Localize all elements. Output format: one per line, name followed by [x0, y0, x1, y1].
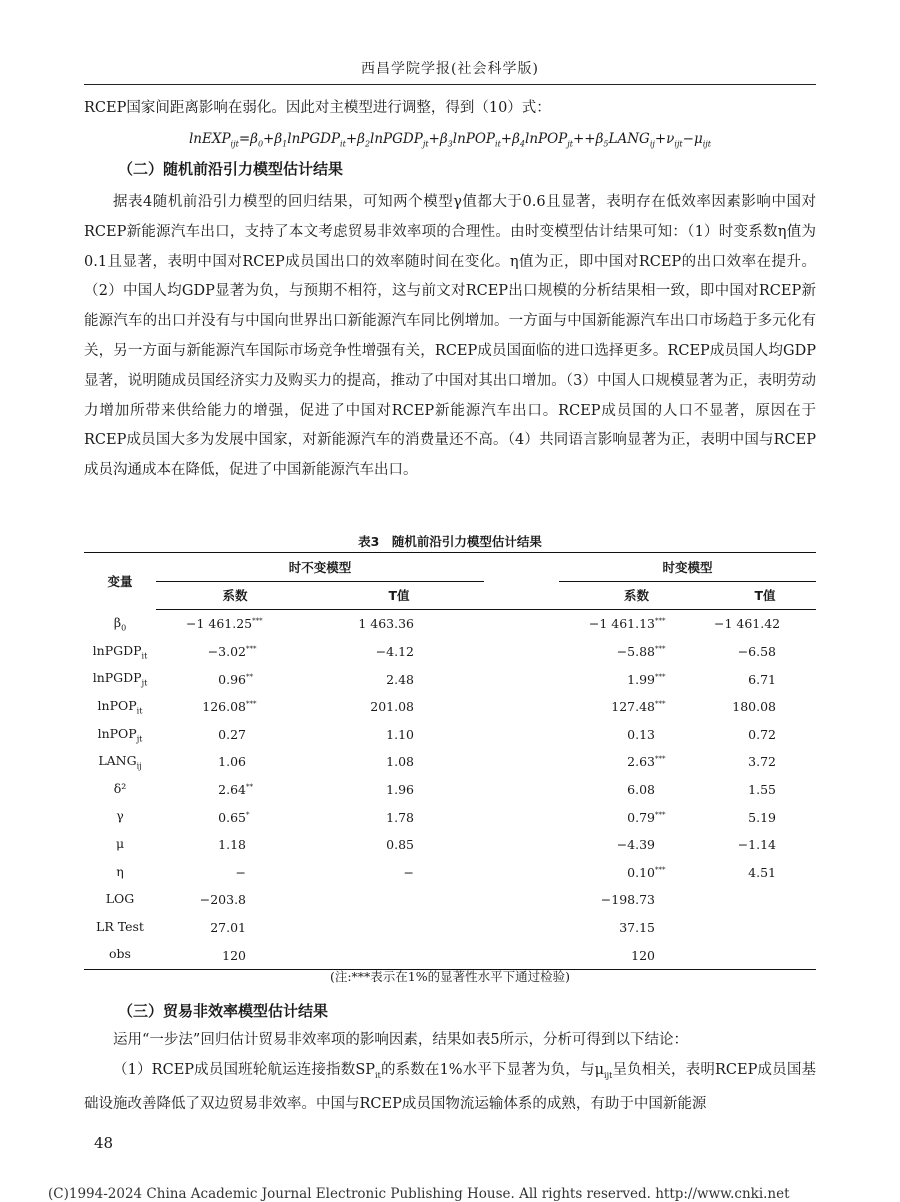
- t-time-varying: 180.08: [732, 699, 776, 715]
- section-3-p2: （1）RCEP成员国班轮航运连接指数$SP_{it}$的系数在1%水平下显著为负，与$\mu_{ijt}$呈负相关，表明RCEP成员国基础设施改善降低了双边贸易非效率。中国与RCEP成员国物流运输体系的成熟，有助于中国新能源: [84, 1061, 816, 1113]
- coef-time-invariant: 0.65*: [218, 809, 250, 825]
- coef-time-varying: −4.39: [616, 837, 655, 853]
- coef-time-varying: 127.48***: [611, 699, 666, 715]
- formula-10: [0, 131, 900, 149]
- row-variable: lnPOP$_{jt}$: [97, 725, 143, 744]
- t-time-varying: −1 461.42: [714, 616, 781, 632]
- coef-time-varying: 0.13: [627, 726, 655, 742]
- table-row: [84, 831, 816, 859]
- row-variable: LR Test: [96, 918, 144, 934]
- coef-time-invariant: −: [235, 864, 246, 880]
- t-time-invariant: −: [403, 864, 414, 880]
- coef-time-varying: 0.79***: [627, 809, 666, 825]
- section-3-heading: （三）贸易非效率模型估计结果: [118, 1002, 329, 1020]
- table-row: [84, 886, 816, 914]
- table-row: [84, 721, 816, 749]
- t-time-invariant: [314, 941, 484, 969]
- t-time-invariant: [314, 886, 484, 914]
- table-body: [84, 610, 816, 970]
- table-row: [84, 610, 816, 638]
- t-time-varying: 1.55: [748, 782, 776, 798]
- row-variable: obs: [84, 941, 156, 969]
- t-time-varying: 4.51: [748, 864, 776, 880]
- t-time-varying: −6.58: [737, 644, 776, 660]
- t-time-varying: 5.19: [748, 809, 776, 825]
- coef-time-varying: −1 461.13***: [588, 616, 666, 632]
- coef-time-invariant: 27.01: [210, 920, 246, 936]
- coef-time-varying: 120: [559, 941, 714, 969]
- col-t-1: T值: [314, 581, 484, 610]
- row-variable: δ²: [113, 780, 127, 796]
- row-variable: γ: [116, 808, 124, 824]
- page-number: 48: [94, 1134, 114, 1152]
- coef-time-varying: 2.63***: [627, 754, 666, 770]
- col-t-2: T值: [714, 581, 816, 610]
- coef-time-invariant: 126.08***: [202, 699, 257, 715]
- coef-time-invariant: 120: [156, 941, 314, 969]
- section-2-text: 据表4随机前沿引力模型的回归结果，可知两个模型γ值都大于0.6且显著，表明存在低效率因素影响中国对RCEP新能源汽车出口，支持了本文考虑贸易非效率项的合理性。由时变模型估计结果可知：（1）时变系数η值为0.1且显著，表明中国对RCEP成员国出口的效率随时间在变化。η值为正，即中国对RCEP的出口效率在提升。（2）中国人均GDP显著为负，与预期不相符，这与前文对RCEP出口规模的分析结果相一致，即中国对RCEP新能源汽车的出口并没有与中国向世界出口新能源汽车同比例增加。一方面与中国新能源汽车出口市场趋于多元化有关，另一方面与新能源汽车国际市场竞争性增强有关，RCEP成员国面临的进口选择更多。RCEP成员国人均GDP显著，说明随成员国经济实力及购买力的提高，推动了中国对其出口增加。（3）中国人口规模显著为正，表明劳动力增加所带来供给能力的增强，促进了中国对RCEP新能源汽车出口。RCEP成员国的人口不显著，原因在于RCEP成员国大多为发展中国家，对新能源汽车的消费量还不高。（4）共同语言影响显著为正，表明中国与RCEP成员沟通成本在降低，促进了中国新能源汽车出口。: [84, 194, 816, 479]
- row-variable: lnPGDP$_{jt}$: [92, 670, 148, 688]
- t-time-invariant: [314, 914, 484, 942]
- table-row: [84, 693, 816, 721]
- row-variable: LOG: [105, 891, 135, 907]
- t-time-invariant: 1.08: [386, 754, 414, 770]
- col-coef-2: 系数: [559, 581, 714, 610]
- section-2-body: [84, 188, 816, 486]
- t-time-invariant: −4.12: [375, 644, 414, 660]
- header-rule: [84, 84, 816, 85]
- journal-header: 西昌学院学报(社会科学版): [361, 61, 539, 77]
- section-2-heading: （二）随机前沿引力模型估计结果: [118, 160, 344, 178]
- coef-time-varying: −198.73: [600, 892, 655, 908]
- coef-time-varying: 6.08: [627, 782, 655, 798]
- coef-time-invariant: 1.18: [218, 837, 246, 853]
- section-3-p1: 运用“一步法”回归估计贸易非效率项的影响因素，结果如表5所示，分析可得到以下结论：: [113, 1032, 689, 1048]
- coef-time-invariant: 0.96**: [218, 671, 253, 687]
- row-variable: $LANG_{ij}$: [98, 753, 142, 771]
- table-caption: 表3 随机前沿引力模型估计结果: [358, 534, 542, 549]
- t-time-invariant: 201.08: [370, 699, 414, 715]
- row-variable: $\beta_0$: [113, 614, 127, 633]
- t-time-varying: 6.71: [748, 671, 776, 687]
- intro-text: RCEP国家间距离影响在弱化。因此对主模型进行调整，得到（10）式：: [84, 100, 551, 116]
- formula-text: $lnEXP_{ijt}=\beta_0+\beta_1lnPGDP_{it}+\beta_2lnPGDP_{jt}+\beta_3lnPOP_{it}+\beta_4lnPOP_{jt}++\beta_5LANG_{ij}+\nu_{ijt}-\mu_{ijt}$: [188, 131, 712, 149]
- coef-time-varying: 37.15: [619, 920, 655, 936]
- intro-paragraph: [84, 94, 816, 124]
- table-row: [84, 914, 816, 942]
- t-time-varying: [714, 914, 816, 942]
- table-row: [84, 941, 816, 969]
- table-row: [84, 748, 816, 776]
- coef-time-invariant: −1 461.25***: [186, 616, 263, 632]
- t-time-varying: 3.72: [748, 754, 776, 770]
- coef-time-varying: −5.88***: [616, 644, 666, 660]
- row-variable: η: [116, 863, 124, 879]
- coef-time-varying: 0.10***: [627, 864, 666, 880]
- t-time-invariant: 1 463.36: [358, 616, 414, 632]
- t-time-invariant: 1.96: [386, 782, 414, 798]
- t-time-invariant: 1.78: [386, 809, 414, 825]
- row-variable: μ: [115, 835, 125, 851]
- group-time-varying: 时变模型: [559, 553, 816, 582]
- coef-time-invariant: 1.06: [218, 754, 246, 770]
- t-time-varying: [714, 886, 816, 914]
- coef-time-varying: 1.99***: [627, 671, 666, 687]
- coef-time-invariant: 0.27: [218, 726, 246, 742]
- table-row: [84, 803, 816, 831]
- row-variable: lnPGDP$_{it}$: [92, 642, 148, 661]
- t-time-varying: [714, 941, 816, 969]
- coef-time-invariant: 2.64**: [218, 782, 253, 798]
- t-time-invariant: 1.10: [386, 726, 414, 742]
- coef-time-invariant: −3.02***: [207, 644, 257, 660]
- results-table: [84, 552, 816, 970]
- coef-time-invariant: −203.8: [199, 892, 246, 908]
- col-coef-1: 系数: [156, 581, 314, 610]
- t-time-varying: −1.14: [737, 837, 776, 853]
- section-3-body: [84, 1026, 816, 1120]
- table-row: [84, 665, 816, 693]
- t-time-varying: 0.72: [748, 726, 776, 742]
- copyright-footer: (C)1994-2024 China Academic Journal Electronic Publishing House. All rights reserved. http://www.cnki.net: [48, 1186, 790, 1202]
- table-note: (注:***表示在1%的显著性水平下通过检验): [329, 969, 571, 984]
- table-row: [84, 776, 816, 804]
- table-row: [84, 859, 816, 887]
- t-time-invariant: 2.48: [386, 671, 414, 687]
- group-time-invariant: 时不变模型: [156, 553, 484, 582]
- t-time-invariant: 0.85: [386, 837, 414, 853]
- table-row: [84, 638, 816, 666]
- row-variable: lnPOP$_{it}$: [97, 698, 143, 716]
- var-header: 变量: [84, 553, 156, 610]
